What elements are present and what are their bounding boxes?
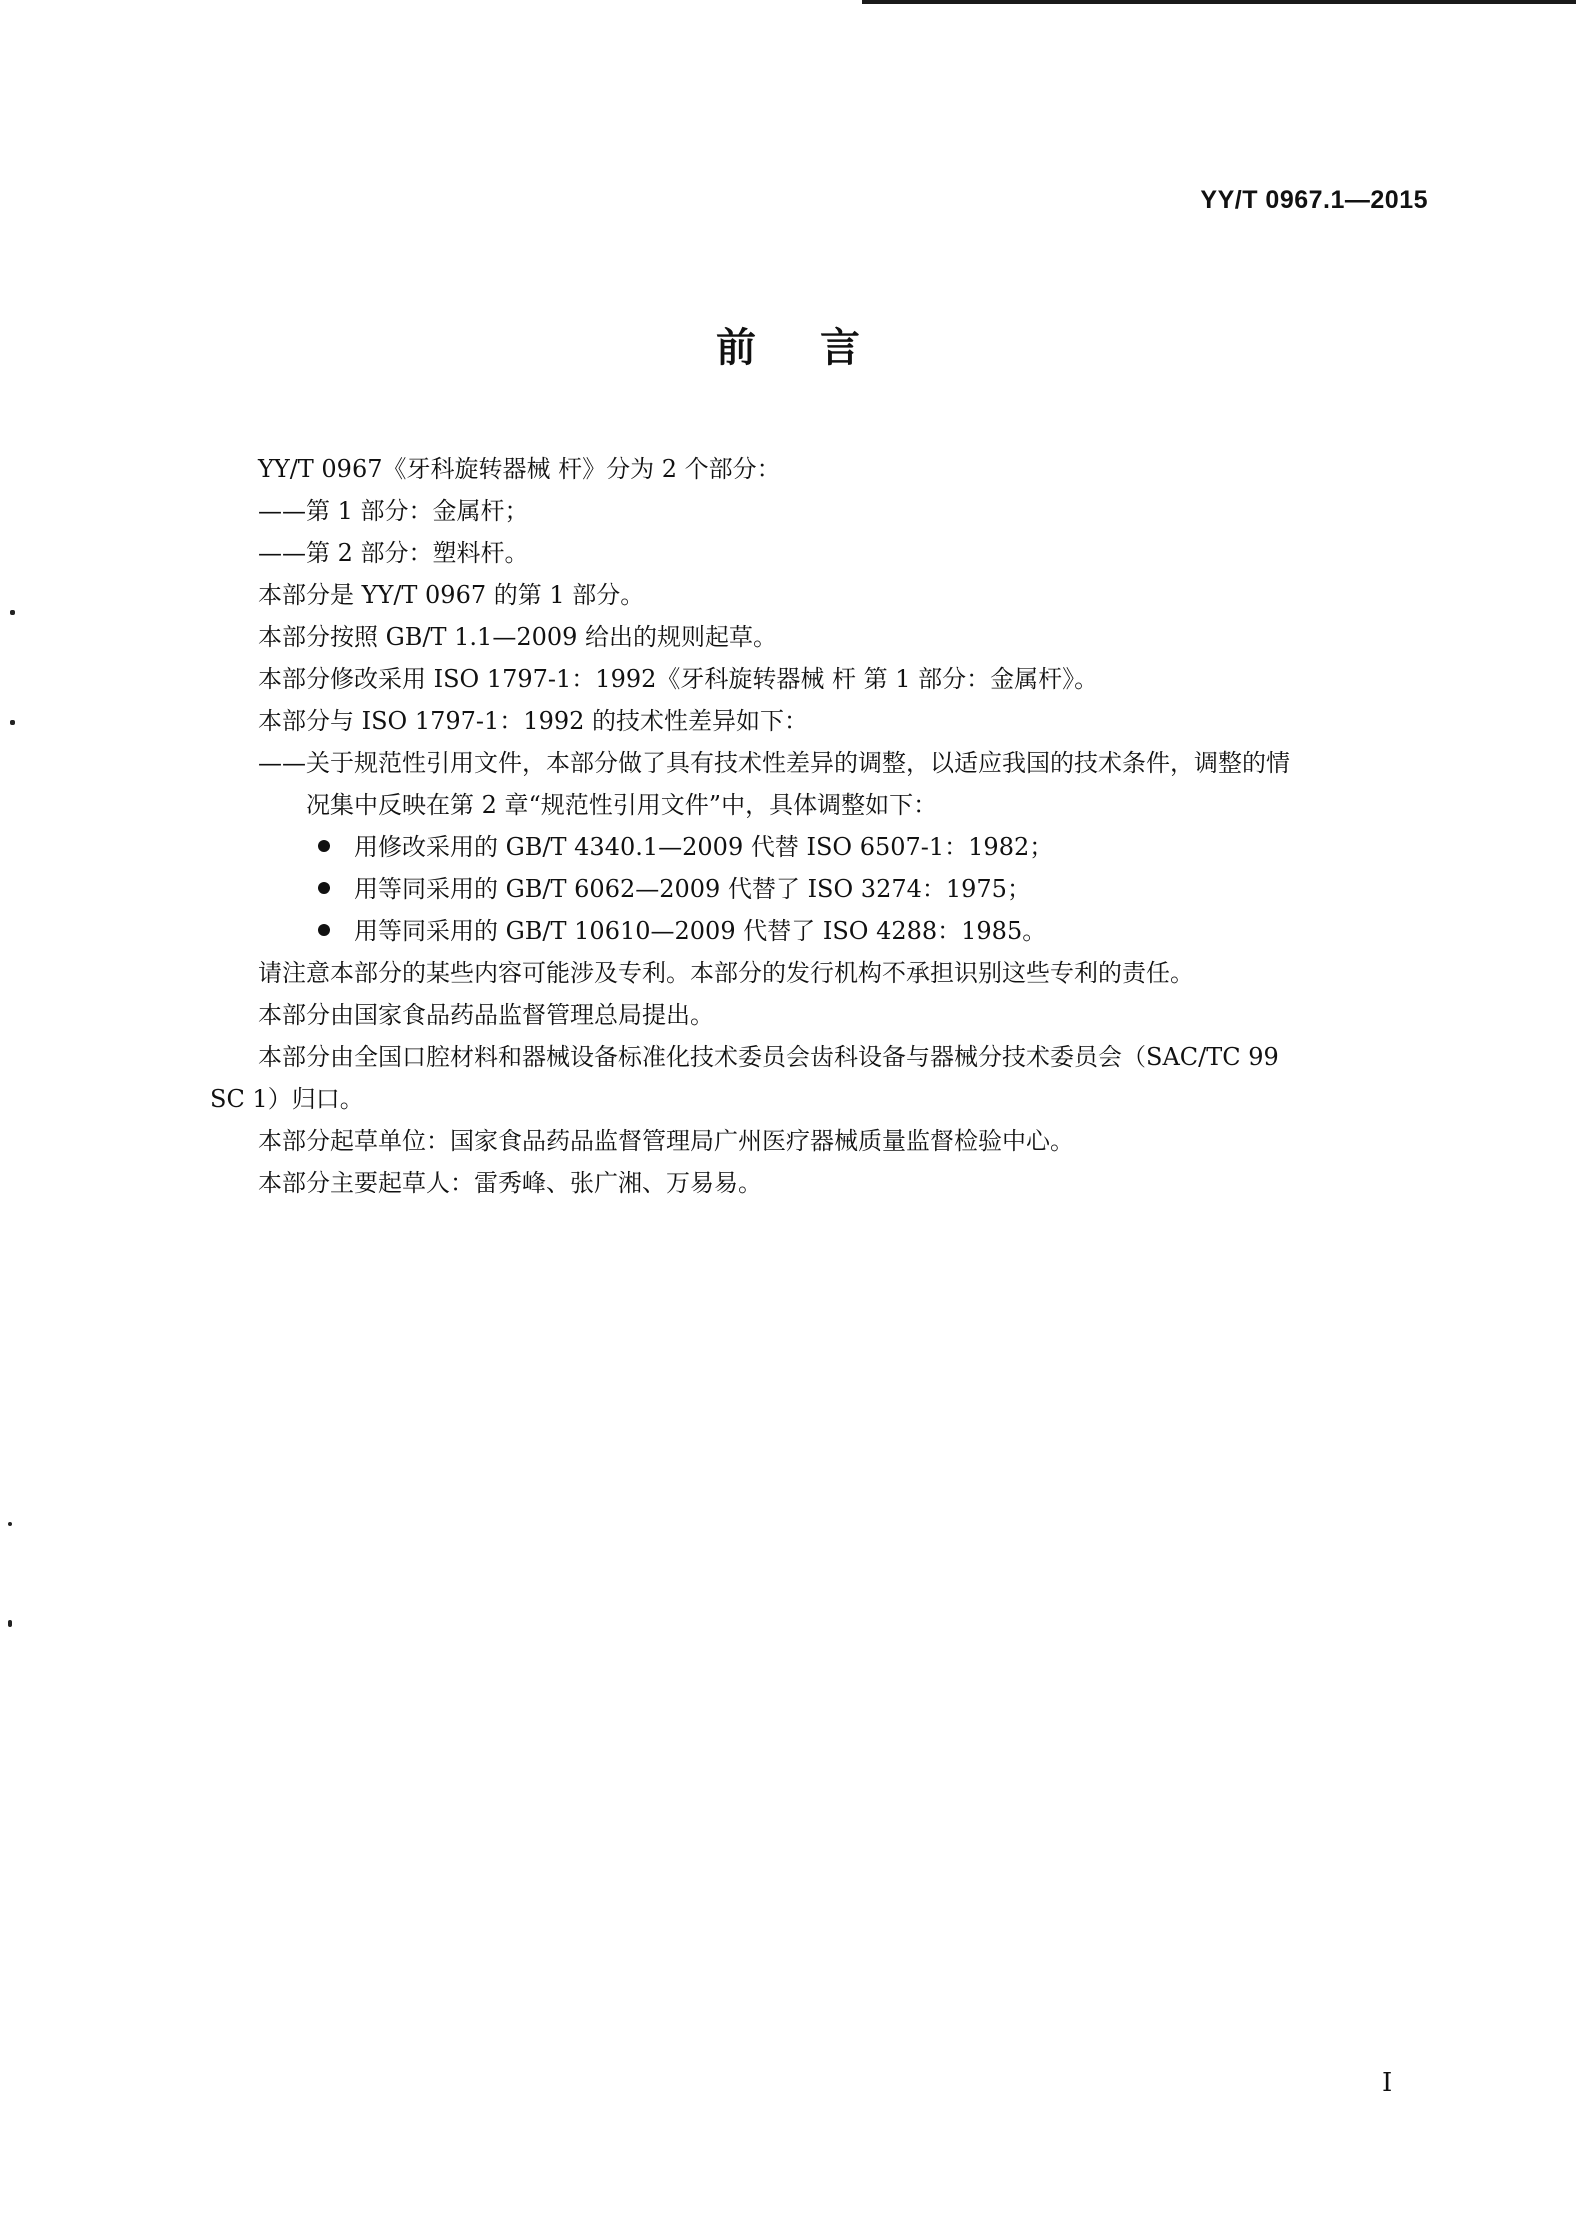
paragraph-drafters: 本部分主要起草人：雷秀峰、张广湘、万易易。: [258, 1169, 762, 1197]
paragraph-proposed-by: 本部分由国家食品药品监督管理总局提出。: [258, 1001, 714, 1029]
scan-speck: [10, 610, 15, 615]
list-item-part-2: ——第 2 部分：塑料杆。: [258, 539, 529, 567]
paragraph-parts-intro: YY/T 0967《牙科旋转器械 杆》分为 2 个部分：: [258, 455, 781, 483]
scan-speck: [8, 1620, 12, 1627]
page-number: I: [1382, 2068, 1393, 2098]
paragraph-drafting-organization: 本部分起草单位：国家食品药品监督管理局广州医疗器械质量监督检验中心。: [258, 1127, 1074, 1155]
paragraph-administered-by: 本部分由全国口腔材料和器械设备标准化技术委员会齿科设备与器械分技术委员会（SAC/TC 99: [258, 1043, 1279, 1071]
page-title: 前言: [716, 325, 924, 371]
paragraph-differences-intro: 本部分与 ISO 1797-1：1992 的技术性差异如下：: [258, 707, 809, 735]
scan-speck: [8, 1522, 12, 1526]
paragraph-this-part: 本部分是 YY/T 0967 的第 1 部分。: [258, 581, 645, 609]
list-item-normative-refs: [210, 742, 1430, 784]
paragraph-drafting-rules: 本部分按照 GB/T 1.1—2009 给出的规则起草。: [258, 623, 778, 651]
list-item-normative-refs-cont: [210, 784, 1430, 826]
paragraph-adoption: 本部分修改采用 ISO 1797-1：1992《牙科旋转器械 杆 第 1 部分：金属杆》。: [258, 665, 1099, 693]
list-item-part-1: ——第 1 部分：金属杆；: [258, 497, 529, 525]
document-code: YY/T 0967.1—2015: [1200, 186, 1428, 214]
bullet-icon: [318, 840, 330, 852]
foreword-body: [210, 448, 1430, 1204]
list-item-normative-refs-line1: ——关于规范性引用文件，本部分做了具有技术性差异的调整，以适应我国的技术条件，调整的情: [258, 749, 1290, 777]
bullet-text: 用等同采用的 GB/T 6062—2009 代替了 ISO 3274：1975；: [354, 875, 1031, 903]
scan-speck: [10, 720, 15, 725]
bullet-icon: [318, 882, 330, 894]
bullet-item: [210, 910, 1430, 952]
top-border-line: [862, 0, 1576, 4]
bullet-icon: [318, 924, 330, 936]
bullet-text: 用修改采用的 GB/T 4340.1—2009 代替 ISO 6507-1：1982；: [354, 833, 1054, 861]
list-item-normative-refs-line2: 况集中反映在第 2 章“规范性引用文件”中，具体调整如下：: [306, 791, 938, 819]
paragraph-administered-by-cont: SC 1）归口。: [210, 1085, 364, 1113]
paragraph-patent-notice: 请注意本部分的某些内容可能涉及专利。本部分的发行机构不承担识别这些专利的责任。: [258, 959, 1194, 987]
bullet-item: [210, 826, 1430, 868]
bullet-item: [210, 868, 1430, 910]
bullet-text: 用等同采用的 GB/T 10610—2009 代替了 ISO 4288：1985。: [354, 917, 1047, 945]
